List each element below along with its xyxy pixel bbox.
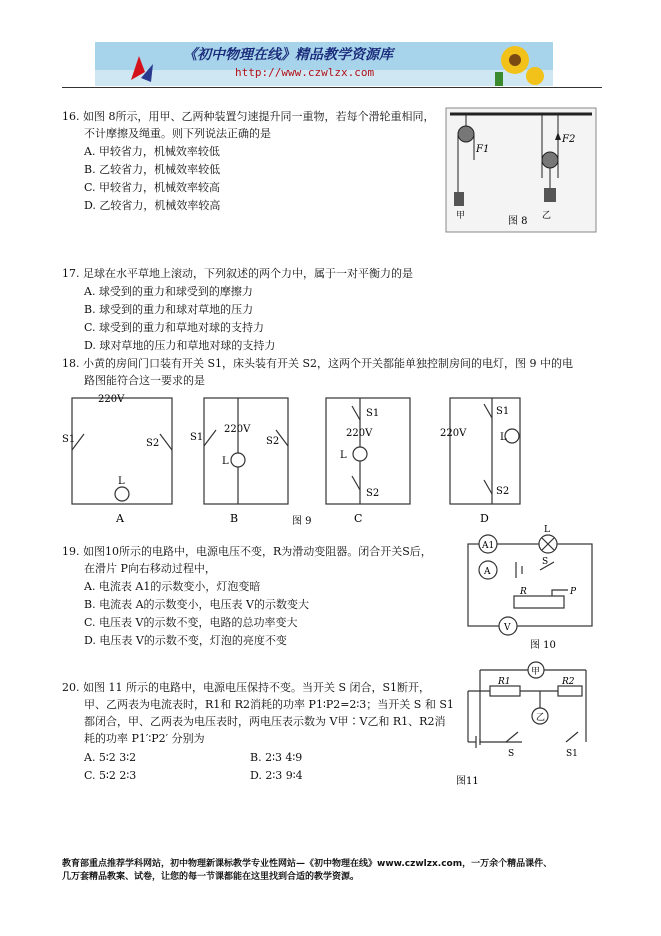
- q19-line1: 19. 如图10所示的电路中，电源电压不变，R为滑动变阻器。闭合开关S后，: [62, 545, 432, 558]
- fig9-label-a: A: [116, 512, 124, 525]
- fig10-caption: 图 10: [530, 640, 556, 651]
- fig8-f2: F2: [562, 134, 576, 145]
- figure-9: [62, 390, 532, 528]
- q16-option-a: A. 甲较省力，机械效率较低: [84, 145, 220, 158]
- q19-option-d: D. 电压表 V的示数不变，灯泡的亮度不变: [84, 634, 287, 647]
- q19-option-a: A. 电流表 A1的示数变小，灯泡变暗: [84, 580, 261, 593]
- q16-line2: 不计摩擦及绳重。则下列说法正确的是: [84, 127, 271, 140]
- fig9-caption: 图 9: [292, 516, 312, 527]
- q20-option-b: B. 2∶3 4∶9: [250, 751, 303, 764]
- fig11-r1: R1: [498, 677, 511, 687]
- q17-option-a: A. 球受到的重力和球受到的摩擦力: [84, 285, 253, 298]
- fig9-b-s2: S2: [266, 436, 280, 447]
- fig9-c-s2: S2: [366, 488, 380, 499]
- figure-11: [456, 656, 602, 788]
- q20-option-a: A. 5∶2 3∶2: [84, 751, 137, 764]
- fig11-yi: 乙: [536, 713, 546, 723]
- footer-line1: 教育部重点推荐学科网站，初中物理新课标教学专业性网站—《初中物理在线》www.czwlzx.com，一万余个精品课件、: [62, 859, 553, 869]
- fig11-jia: 甲: [531, 667, 541, 677]
- fig9-d-l: L: [500, 432, 507, 443]
- header-divider: [62, 87, 602, 88]
- q18-line1: 18. 小黄的房间门口装有开关 S1，床头装有开关 S2，这两个开关都能单独控制房间的电灯，图 9 中的电: [62, 357, 574, 370]
- footer: [62, 858, 552, 884]
- fig9-b-s1: S1: [190, 432, 204, 443]
- fig8-caption: 图 8: [508, 216, 528, 227]
- figure-8: [446, 108, 596, 232]
- fig9-b-l: L: [222, 456, 229, 467]
- fig8-jia: 甲: [456, 211, 466, 221]
- q17-option-d: D. 球对草地的压力和草地对球的支持力: [84, 339, 276, 352]
- q19-option-b: B. 电流表 A的示数变小，电压表 V的示数变大: [84, 598, 309, 611]
- fig10-a1: A1: [482, 541, 495, 551]
- fig9-label-c: C: [354, 512, 363, 525]
- fig9-d-s2: S2: [496, 486, 510, 497]
- fig10-v: V: [504, 623, 511, 633]
- q17-option-b: B. 球受到的重力和球对草地的压力: [84, 303, 254, 316]
- q20-option-d: D. 2∶3 9∶4: [250, 769, 303, 782]
- fig9-a-s2: S2: [146, 438, 160, 449]
- fig10-a: A: [484, 567, 491, 577]
- fig9-b-220v: 220V: [224, 424, 251, 435]
- q19-option-c: C. 电压表 V的示数不变，电路的总功率变大: [84, 616, 298, 629]
- q20-line4: 耗的功率 P1′∶P2′ 分别为: [84, 732, 205, 745]
- fig8-yi: 乙: [542, 211, 552, 221]
- header-banner: [95, 42, 553, 86]
- banner-url[interactable]: http://www.czwlzx.com: [235, 66, 375, 79]
- fig9-a-s1: S1: [62, 434, 76, 445]
- fig10-s: S: [542, 557, 549, 567]
- figure-10: [462, 524, 602, 652]
- fig9-a-220v: 220V: [98, 394, 125, 405]
- q16-option-b: B. 乙较省力，机械效率较低: [84, 163, 221, 176]
- q16-line1: 16. 如图 8所示，用甲、乙两种装置匀速提升同一重物，若每个滑轮重相同，: [62, 110, 435, 123]
- footer-line2: 几万套精品教案、试卷，让您的每一节课都能在这里找到合适的教学资源。: [62, 872, 360, 882]
- banner-title: 《初中物理在线》精品教学资源库: [183, 47, 393, 63]
- q17-option-c: C. 球受到的重力和草地对球的支持力: [84, 321, 265, 334]
- fig9-d-s1: S1: [496, 406, 510, 417]
- fig10-p: P: [570, 587, 577, 597]
- fig9-label-b: B: [230, 512, 239, 525]
- fig11-s: S: [508, 749, 515, 759]
- q20-option-c: C. 5∶2 2∶3: [84, 769, 137, 782]
- q20-line3: 都闭合，甲、乙两表为电压表时，两电压表示数为 V甲∶V乙和 R1、R2消: [84, 715, 446, 728]
- q20-line1: 20. 如图 11 所示的电路中，电源电压保持不变。当开关 S 闭合，S1断开，: [62, 681, 431, 694]
- q19-line2: 在滑片 P向右移动过程中，: [84, 562, 216, 575]
- q18-line2: 路图能符合这一要求的是: [84, 374, 205, 387]
- fig9-c-220v: 220V: [346, 428, 373, 439]
- fig9-c-l: L: [340, 450, 347, 461]
- fig9-label-d: D: [480, 512, 489, 525]
- fig8-f1: F1: [476, 144, 490, 155]
- q17-line1: 17. 足球在水平草地上滚动，下列叙述的两个力中，属于一对平衡力的是: [62, 267, 413, 280]
- q20-line2: 甲、乙两表为电流表时，R1和 R2消耗的功率 P1∶P2=2∶3；当开关 S 和 S1: [84, 698, 454, 711]
- fig9-a-l: L: [118, 476, 125, 487]
- fig9-d-220v: 220V: [440, 428, 467, 439]
- fig11-s1: S1: [566, 749, 578, 759]
- fig10-r: R: [520, 587, 527, 597]
- fig10-l: L: [544, 525, 550, 535]
- fig11-caption: 图11: [456, 776, 479, 787]
- fig9-c-s1: S1: [366, 408, 380, 419]
- q16-option-c: C. 甲较省力，机械效率较高: [84, 181, 221, 194]
- q16-option-d: D. 乙较省力，机械效率较高: [84, 199, 221, 212]
- fig11-r2: R2: [562, 677, 575, 687]
